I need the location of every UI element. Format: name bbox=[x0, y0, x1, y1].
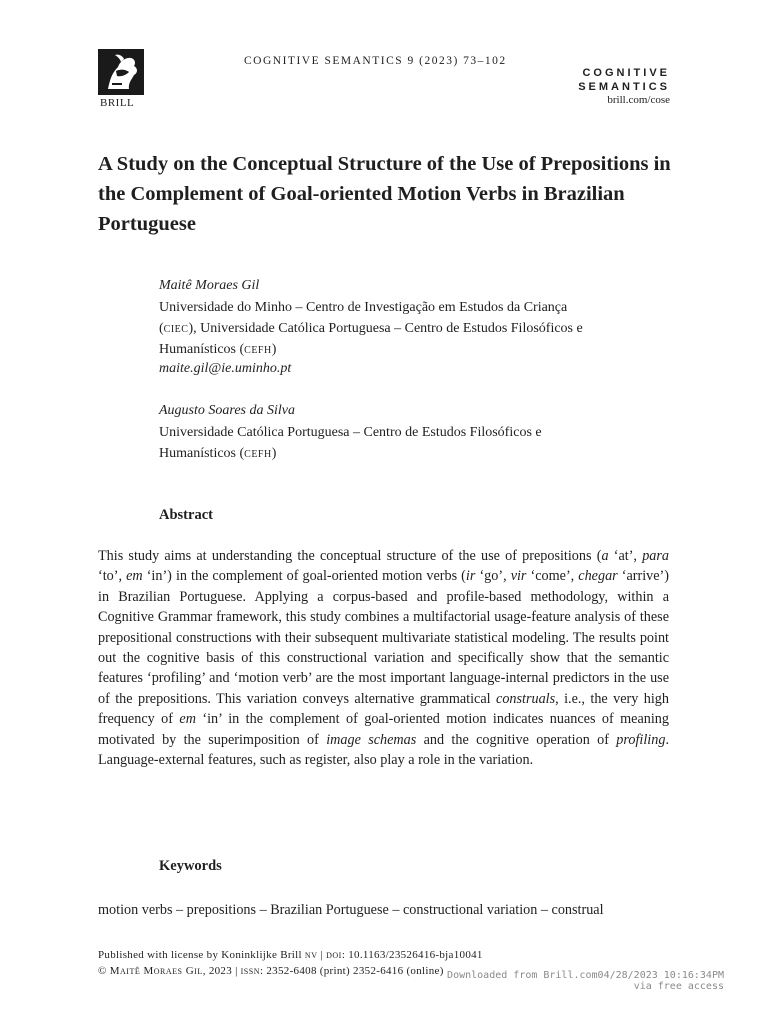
author-block-2 bbox=[159, 403, 674, 464]
article-title: A Study on the Conceptual Structure of the Use of Prepositions in the Complement of Goal-oriented Motion Verbs in Brazilian Portuguese bbox=[98, 153, 671, 235]
license-text: Published with license by Koninklijke Brill nv | doi: 10.1163/23526416-bja10041 bbox=[98, 949, 483, 961]
journal-wordmark-line2: SEMANTICS bbox=[578, 81, 670, 93]
abstract-run: , i.e., the very high frequency of bbox=[98, 690, 669, 728]
abstract-run: ‘in’ in the complement of goal-oriented motion indicates nuances of meaning motivated by the superimposition of bbox=[98, 711, 669, 748]
abstract-run: ‘at’, bbox=[608, 548, 643, 564]
abstract-italic-term: em bbox=[179, 711, 196, 728]
keywords-heading: Keywords bbox=[159, 858, 222, 874]
abstract-text bbox=[98, 546, 669, 770]
copyright-line bbox=[98, 965, 444, 977]
brill-logo bbox=[98, 49, 144, 95]
abstract-run: ‘go’, bbox=[475, 568, 511, 585]
abstract-run: ‘in’) in the complement of goal-oriented motion verbs ( bbox=[142, 568, 466, 585]
author-affiliation bbox=[159, 422, 674, 464]
author-affiliation bbox=[159, 297, 674, 360]
copyright-text: © Maitê Moraes Gil, 2023 | issn: 2352-6408 (print) 2352-6416 (online) bbox=[98, 965, 444, 977]
download-watermark bbox=[400, 970, 724, 992]
abstract-italic-term: construals bbox=[496, 690, 556, 707]
abstract-run: This study aims at understanding the conceptual structure of the use of prepositions ( bbox=[98, 548, 602, 564]
journal-citation: COGNITIVE SEMANTICS 9 (2023) 73–102 bbox=[244, 55, 507, 67]
author-name: Augusto Soares da Silva bbox=[159, 403, 295, 418]
abstract-run: and the cognitive operation of bbox=[416, 731, 617, 748]
abstract-italic-term: profiling bbox=[616, 731, 666, 748]
affiliation-line: Humanísticos (cefh) bbox=[159, 446, 277, 461]
author-email[interactable]: maite.gil@ie.uminho.pt bbox=[159, 361, 292, 376]
abstract-italic-term: chegar bbox=[578, 568, 618, 585]
journal-wordmark-line1: COGNITIVE bbox=[582, 67, 670, 79]
abstract-run: ‘to’, bbox=[98, 568, 127, 585]
publisher-name: BRILL bbox=[100, 97, 135, 109]
abstract-italic-term: ir bbox=[465, 568, 476, 585]
keywords-text: motion verbs – prepositions – Brazilian Portuguese – constructional variation – construal bbox=[98, 902, 604, 918]
watermark-line: Downloaded from Brill.com04/28/2023 10:16:34PM bbox=[447, 970, 724, 981]
author-block-1 bbox=[159, 278, 674, 377]
abstract-run: . Language-external features, such as register, also play a role in the variation. bbox=[98, 731, 669, 769]
affiliation-line: Humanísticos (cefh) bbox=[159, 342, 277, 357]
athena-helmet-icon bbox=[98, 49, 144, 95]
abstract-italic-term: para bbox=[642, 548, 669, 564]
affiliation-line: Universidade Católica Portuguesa – Centro de Estudos Filosóficos e bbox=[159, 425, 542, 440]
abstract-italic-term: em bbox=[126, 568, 143, 585]
abstract-italic-term: image schemas bbox=[326, 731, 417, 748]
abstract-italic-term: a bbox=[601, 548, 609, 564]
watermark-line: via free access bbox=[633, 981, 724, 992]
license-line bbox=[98, 949, 483, 961]
journal-url[interactable]: brill.com/cose bbox=[607, 94, 670, 106]
abstract-italic-term: vir bbox=[510, 568, 527, 585]
affiliation-line: (ciec), Universidade Católica Portuguesa – Centro de Estudos Filosóficos e bbox=[159, 321, 583, 336]
abstract-heading: Abstract bbox=[159, 507, 213, 523]
abstract-run: ‘come’, bbox=[526, 568, 579, 585]
affiliation-line: Universidade do Minho – Centro de Investigação em Estudos da Criança bbox=[159, 300, 568, 315]
abstract-run: ‘arrive’) in Brazilian Portuguese. Applying a corpus-based and profile-based methodology, within a Cognitive Grammar framework, this study combines a multifactorial usage-feature analysis of these prepositional constructions with their subsequent multivariate statistical modeling. The results point out the cognitive basis of this constructional variation and specifically show that the semantic features ‘profiling’ and ‘motion verb’ are the most important language-internal predictors in the use of the prepositions. This variation conveys alternative grammatical bbox=[98, 568, 669, 707]
journal-wordmark bbox=[560, 66, 670, 94]
author-name: Maitê Moraes Gil bbox=[159, 278, 260, 293]
